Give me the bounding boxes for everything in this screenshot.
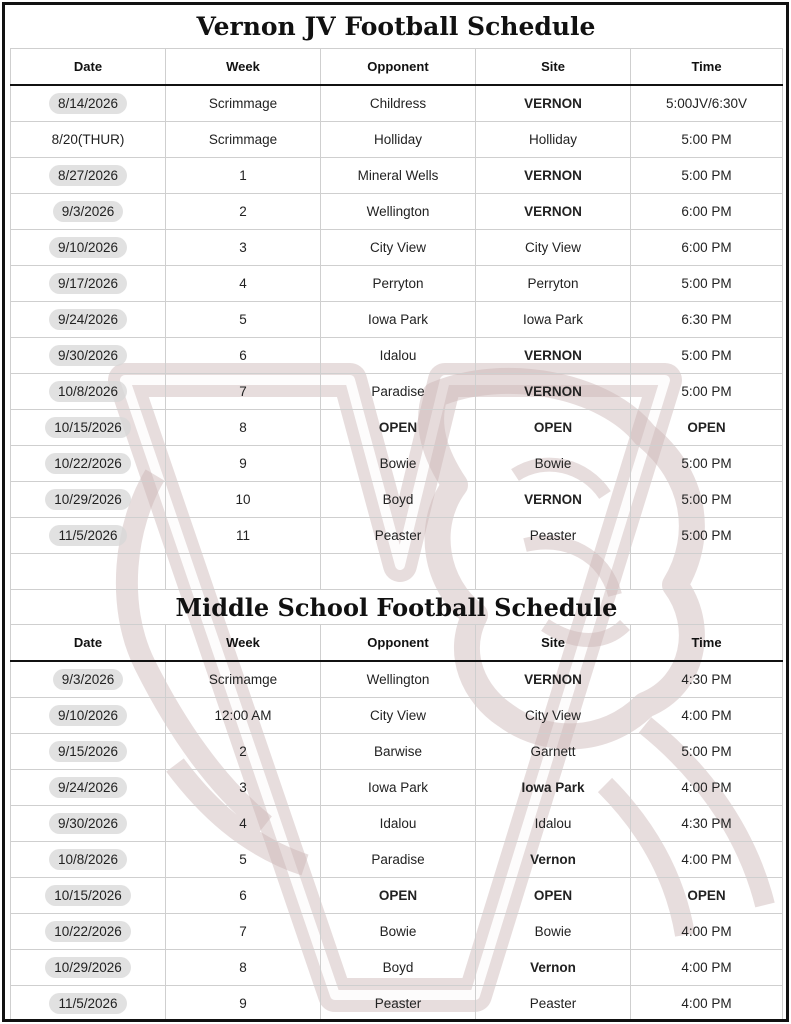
jv-week-value: 3 [239, 240, 247, 255]
jv-week-value: Scrimmage [208, 132, 278, 147]
jv-date-value: 9/24/2026 [49, 309, 127, 330]
jv-site-value: VERNON [524, 168, 582, 183]
jv-time-value: 6:00 PM [681, 204, 732, 219]
jv-week-cell [166, 446, 321, 482]
ms-opponent-value: Wellington [366, 672, 430, 687]
jv-site-cell [476, 518, 631, 554]
jv-date-cell [11, 194, 166, 230]
jv-opponent-value: Mineral Wells [357, 168, 439, 183]
jv-opponent-cell [321, 518, 476, 554]
jv-site-value: Iowa Park [522, 312, 584, 327]
jv-site-value: Peaster [529, 528, 577, 543]
ms-site-cell [476, 734, 631, 770]
ms-header-time: Time [631, 625, 783, 662]
ms-site-value: VERNON [524, 672, 582, 687]
jv-week-value: 5 [239, 312, 247, 327]
jv-site-value: City View [524, 240, 582, 255]
ms-opponent-cell [321, 806, 476, 842]
ms-week-cell [166, 806, 321, 842]
jv-schedule-body [11, 85, 783, 554]
jv-week-cell [166, 374, 321, 410]
jv-date-value: 9/17/2026 [49, 273, 127, 294]
ms-date-cell [11, 914, 166, 950]
jv-site-cell [476, 85, 631, 122]
ms-schedule-row [11, 698, 783, 734]
spacer-row [11, 554, 783, 590]
ms-week-value: 8 [239, 960, 247, 975]
ms-date-cell [11, 842, 166, 878]
jv-week-cell [166, 410, 321, 446]
jv-date-cell [11, 374, 166, 410]
jv-week-cell [166, 122, 321, 158]
jv-date-cell [11, 158, 166, 194]
jv-time-cell [631, 518, 783, 554]
jv-site-cell [476, 338, 631, 374]
ms-date-value: 10/15/2026 [45, 885, 131, 906]
jv-opponent-value: Perryton [372, 276, 424, 291]
ms-site-cell [476, 878, 631, 914]
jv-site-cell [476, 122, 631, 158]
jv-week-cell [166, 194, 321, 230]
jv-time-cell [631, 302, 783, 338]
jv-week-cell [166, 266, 321, 302]
jv-week-value: 4 [239, 276, 247, 291]
jv-opponent-cell [321, 338, 476, 374]
ms-site-value: Iowa Park [521, 780, 585, 795]
ms-date-cell [11, 698, 166, 734]
ms-date-cell [11, 950, 166, 986]
ms-site-cell [476, 661, 631, 698]
ms-time-value: 4:00 PM [681, 780, 732, 795]
ms-time-cell [631, 661, 783, 698]
jv-date-cell [11, 482, 166, 518]
jv-opponent-cell [321, 410, 476, 446]
jv-opponent-cell [321, 230, 476, 266]
ms-opponent-value: Boyd [382, 960, 414, 975]
ms-header-week: Week [166, 625, 321, 662]
jv-site-value: VERNON [524, 492, 582, 507]
ms-header-opponent: Opponent [321, 625, 476, 662]
jv-opponent-value: Paradise [371, 384, 425, 399]
jv-site-value: VERNON [524, 96, 582, 111]
ms-opponent-value: Paradise [371, 852, 425, 867]
ms-schedule-table [10, 624, 783, 1022]
jv-week-cell [166, 482, 321, 518]
jv-date-value: 10/15/2026 [45, 417, 131, 438]
jv-schedule-row [11, 230, 783, 266]
ms-schedule-title: Middle School Football Schedule [11, 590, 783, 625]
jv-time-cell [631, 194, 783, 230]
ms-time-cell [631, 770, 783, 806]
jv-site-cell [476, 194, 631, 230]
ms-site-cell [476, 914, 631, 950]
jv-header-row [11, 49, 783, 86]
jv-schedule-row [11, 518, 783, 554]
ms-week-value: 2 [239, 744, 247, 759]
jv-week-value: 1 [239, 168, 247, 183]
ms-time-cell [631, 734, 783, 770]
jv-date-cell [11, 85, 166, 122]
jv-opponent-value: Idalou [379, 348, 417, 363]
ms-site-value: Vernon [530, 852, 576, 867]
spacer-cell [11, 554, 166, 590]
jv-schedule-row [11, 85, 783, 122]
ms-opponent-cell [321, 986, 476, 1022]
jv-week-cell [166, 302, 321, 338]
ms-site-cell [476, 986, 631, 1022]
ms-site-cell [476, 806, 631, 842]
jv-time-cell [631, 338, 783, 374]
jv-time-cell [631, 482, 783, 518]
jv-time-value: 5:00 PM [681, 384, 732, 399]
jv-header-week: Week [166, 49, 321, 86]
jv-date-cell [11, 122, 166, 158]
jv-schedule-row [11, 158, 783, 194]
ms-date-value: 10/29/2026 [45, 957, 131, 978]
ms-opponent-cell [321, 661, 476, 698]
ms-site-value: Bowie [534, 924, 572, 939]
jv-date-cell [11, 230, 166, 266]
jv-opponent-cell [321, 446, 476, 482]
jv-opponent-value: Boyd [382, 492, 414, 507]
jv-schedule-row [11, 122, 783, 158]
ms-site-value: Peaster [529, 996, 577, 1011]
jv-opponent-value: Childress [369, 96, 427, 111]
ms-date-cell [11, 770, 166, 806]
jv-date-value: 9/10/2026 [49, 237, 127, 258]
jv-site-cell [476, 158, 631, 194]
ms-date-value: 9/30/2026 [49, 813, 127, 834]
ms-time-cell [631, 842, 783, 878]
ms-opponent-cell [321, 842, 476, 878]
ms-opponent-value: Peaster [374, 996, 422, 1011]
ms-time-cell [631, 914, 783, 950]
jv-schedule-table [10, 48, 783, 624]
ms-site-cell [476, 950, 631, 986]
spacer-cell [631, 554, 783, 590]
ms-opponent-value: OPEN [378, 888, 418, 903]
jv-opponent-value: Bowie [379, 456, 417, 471]
ms-header-site: Site [476, 625, 631, 662]
ms-time-value: 4:00 PM [681, 708, 732, 723]
ms-week-cell [166, 950, 321, 986]
ms-date-cell [11, 734, 166, 770]
ms-week-cell [166, 734, 321, 770]
schedule-content [10, 5, 782, 1022]
jv-opponent-value: Holliday [373, 132, 423, 147]
ms-site-cell [476, 842, 631, 878]
jv-opponent-cell [321, 302, 476, 338]
ms-date-value: 9/10/2026 [49, 705, 127, 726]
jv-date-value: 10/8/2026 [49, 381, 127, 402]
ms-opponent-value: City View [369, 708, 427, 723]
jv-opponent-cell [321, 374, 476, 410]
jv-time-value: 6:30 PM [681, 312, 732, 327]
jv-opponent-cell [321, 85, 476, 122]
ms-site-value: Garnett [530, 744, 576, 759]
jv-time-value: 6:00 PM [681, 240, 732, 255]
ms-site-cell [476, 698, 631, 734]
jv-time-value: 5:00 PM [681, 276, 732, 291]
jv-schedule-row [11, 302, 783, 338]
jv-site-cell [476, 230, 631, 266]
jv-date-cell [11, 518, 166, 554]
jv-week-cell [166, 158, 321, 194]
ms-opponent-value: Bowie [379, 924, 417, 939]
ms-date-value: 11/5/2026 [49, 993, 126, 1014]
jv-opponent-cell [321, 158, 476, 194]
ms-date-value: 9/3/2026 [53, 669, 124, 690]
jv-time-value: 5:00 PM [681, 168, 732, 183]
jv-week-value: 10 [235, 492, 251, 507]
jv-week-value: Scrimmage [208, 96, 278, 111]
ms-site-value: OPEN [533, 888, 573, 903]
spacer-cell [476, 554, 631, 590]
jv-header-date: Date [11, 49, 166, 86]
ms-header-date: Date [11, 625, 166, 662]
ms-opponent-value: Iowa Park [367, 780, 429, 795]
jv-site-cell [476, 482, 631, 518]
jv-date-cell [11, 410, 166, 446]
jv-schedule-title: Vernon JV Football Schedule [196, 12, 596, 41]
jv-time-cell [631, 374, 783, 410]
jv-date-value: 10/22/2026 [45, 453, 131, 474]
ms-date-cell [11, 661, 166, 698]
jv-site-value: OPEN [533, 420, 573, 435]
jv-opponent-cell [321, 482, 476, 518]
jv-site-cell [476, 410, 631, 446]
jv-schedule-row [11, 410, 783, 446]
ms-week-value: 6 [239, 888, 247, 903]
ms-week-value: 5 [239, 852, 247, 867]
jv-time-cell [631, 158, 783, 194]
jv-week-value: 7 [239, 384, 247, 399]
jv-site-value: VERNON [524, 204, 582, 219]
ms-opponent-cell [321, 698, 476, 734]
jv-week-value: 6 [239, 348, 247, 363]
ms-site-value: Idalou [534, 816, 572, 831]
ms-opponent-cell [321, 950, 476, 986]
jv-time-cell [631, 85, 783, 122]
jv-schedule-row [11, 266, 783, 302]
ms-date-value: 9/15/2026 [49, 741, 127, 762]
jv-date-cell [11, 302, 166, 338]
jv-date-value: 10/29/2026 [45, 489, 131, 510]
ms-week-cell [166, 914, 321, 950]
ms-date-cell [11, 878, 166, 914]
ms-week-value: 12:00 AM [214, 708, 272, 723]
jv-site-cell [476, 302, 631, 338]
jv-time-cell [631, 266, 783, 302]
jv-opponent-cell [321, 122, 476, 158]
jv-site-cell [476, 446, 631, 482]
ms-schedule-row [11, 661, 783, 698]
ms-time-value: 4:00 PM [681, 852, 732, 867]
ms-time-value: 5:00 PM [681, 744, 732, 759]
jv-site-cell [476, 374, 631, 410]
jv-opponent-value: Iowa Park [367, 312, 429, 327]
jv-date-value: 9/3/2026 [53, 201, 124, 222]
jv-date-value: 8/14/2026 [49, 93, 127, 114]
ms-week-cell [166, 661, 321, 698]
jv-schedule-row [11, 482, 783, 518]
jv-time-cell [631, 446, 783, 482]
ms-time-cell [631, 806, 783, 842]
jv-week-value: 8 [239, 420, 247, 435]
jv-week-cell [166, 85, 321, 122]
jv-date-cell [11, 338, 166, 374]
ms-schedule-row [11, 842, 783, 878]
jv-site-value: VERNON [524, 348, 582, 363]
jv-date-cell [11, 266, 166, 302]
jv-week-cell [166, 230, 321, 266]
ms-opponent-cell [321, 878, 476, 914]
ms-week-value: 9 [239, 996, 247, 1011]
ms-week-value: 4 [239, 816, 247, 831]
ms-schedule-row [11, 950, 783, 986]
ms-date-value: 10/8/2026 [49, 849, 127, 870]
jv-week-value: 11 [235, 528, 250, 543]
ms-opponent-value: Idalou [379, 816, 417, 831]
jv-schedule-row [11, 194, 783, 230]
ms-opponent-cell [321, 770, 476, 806]
ms-schedule-row [11, 914, 783, 950]
ms-week-cell [166, 842, 321, 878]
ms-time-value: 4:00 PM [681, 924, 732, 939]
jv-opponent-value: OPEN [378, 420, 418, 435]
schedule-page [2, 2, 789, 1022]
ms-week-value: Scrimamge [208, 672, 278, 687]
ms-schedule-row [11, 878, 783, 914]
jv-header-time: Time [631, 49, 783, 86]
ms-time-value: 4:00 PM [681, 960, 732, 975]
jv-week-cell [166, 338, 321, 374]
ms-opponent-cell [321, 734, 476, 770]
ms-time-cell [631, 878, 783, 914]
jv-opponent-cell [321, 194, 476, 230]
jv-time-value: OPEN [687, 420, 726, 435]
jv-date-value: 11/5/2026 [49, 525, 126, 546]
ms-week-cell [166, 770, 321, 806]
ms-date-value: 10/22/2026 [45, 921, 131, 942]
jv-time-value: 5:00 PM [681, 456, 732, 471]
ms-schedule-row [11, 806, 783, 842]
ms-time-cell [631, 986, 783, 1022]
ms-time-value: 4:00 PM [681, 996, 732, 1011]
jv-opponent-value: City View [369, 240, 427, 255]
jv-week-value: 9 [239, 456, 247, 471]
jv-schedule-row [11, 446, 783, 482]
jv-header-site: Site [476, 49, 631, 86]
jv-time-cell [631, 410, 783, 446]
jv-date-cell [11, 446, 166, 482]
ms-week-value: 7 [239, 924, 247, 939]
spacer-cell [166, 554, 321, 590]
jv-site-value: Perryton [527, 276, 579, 291]
ms-header-row [11, 625, 783, 662]
jv-week-value: 2 [239, 204, 247, 219]
jv-schedule-row [11, 374, 783, 410]
ms-opponent-cell [321, 914, 476, 950]
jv-schedule-row [11, 338, 783, 374]
ms-opponent-value: Barwise [373, 744, 422, 759]
jv-site-value: Bowie [534, 456, 572, 471]
jv-time-value: 5:00 PM [681, 492, 732, 507]
ms-time-cell [631, 950, 783, 986]
jv-time-cell [631, 122, 783, 158]
ms-site-value: Vernon [530, 960, 576, 975]
jv-week-cell [166, 518, 321, 554]
ms-week-cell [166, 878, 321, 914]
jv-site-value: VERNON [524, 384, 582, 399]
jv-opponent-value: Wellington [366, 204, 430, 219]
ms-schedule-body [11, 661, 783, 1022]
jv-opponent-value: Peaster [374, 528, 422, 543]
jv-date-value: 9/30/2026 [49, 345, 127, 366]
ms-schedule-row [11, 770, 783, 806]
jv-time-value: 5:00 PM [681, 348, 732, 363]
jv-site-value: Holliday [528, 132, 578, 147]
jv-opponent-cell [321, 266, 476, 302]
jv-time-value: 5:00 PM [681, 528, 732, 543]
ms-time-value: 4:30 PM [681, 816, 732, 831]
ms-week-cell [166, 986, 321, 1022]
ms-time-cell [631, 698, 783, 734]
jv-date-value: 8/27/2026 [49, 165, 127, 186]
ms-time-value: OPEN [687, 888, 726, 903]
jv-time-cell [631, 230, 783, 266]
jv-site-cell [476, 266, 631, 302]
jv-date-value: 8/20(THUR) [51, 132, 125, 147]
ms-date-cell [11, 986, 166, 1022]
ms-schedule-row [11, 986, 783, 1022]
jv-time-value: 5:00 PM [681, 132, 732, 147]
ms-site-value: City View [524, 708, 582, 723]
ms-schedule-row [11, 734, 783, 770]
ms-week-cell [166, 698, 321, 734]
jv-time-value: 5:00JV/6:30V [665, 96, 748, 111]
ms-week-value: 3 [239, 780, 247, 795]
ms-date-value: 9/24/2026 [49, 777, 127, 798]
jv-header-opponent: Opponent [321, 49, 476, 86]
ms-site-cell [476, 770, 631, 806]
ms-title-row [11, 590, 783, 625]
ms-time-value: 4:30 PM [681, 672, 732, 687]
ms-date-cell [11, 806, 166, 842]
spacer-cell [321, 554, 476, 590]
